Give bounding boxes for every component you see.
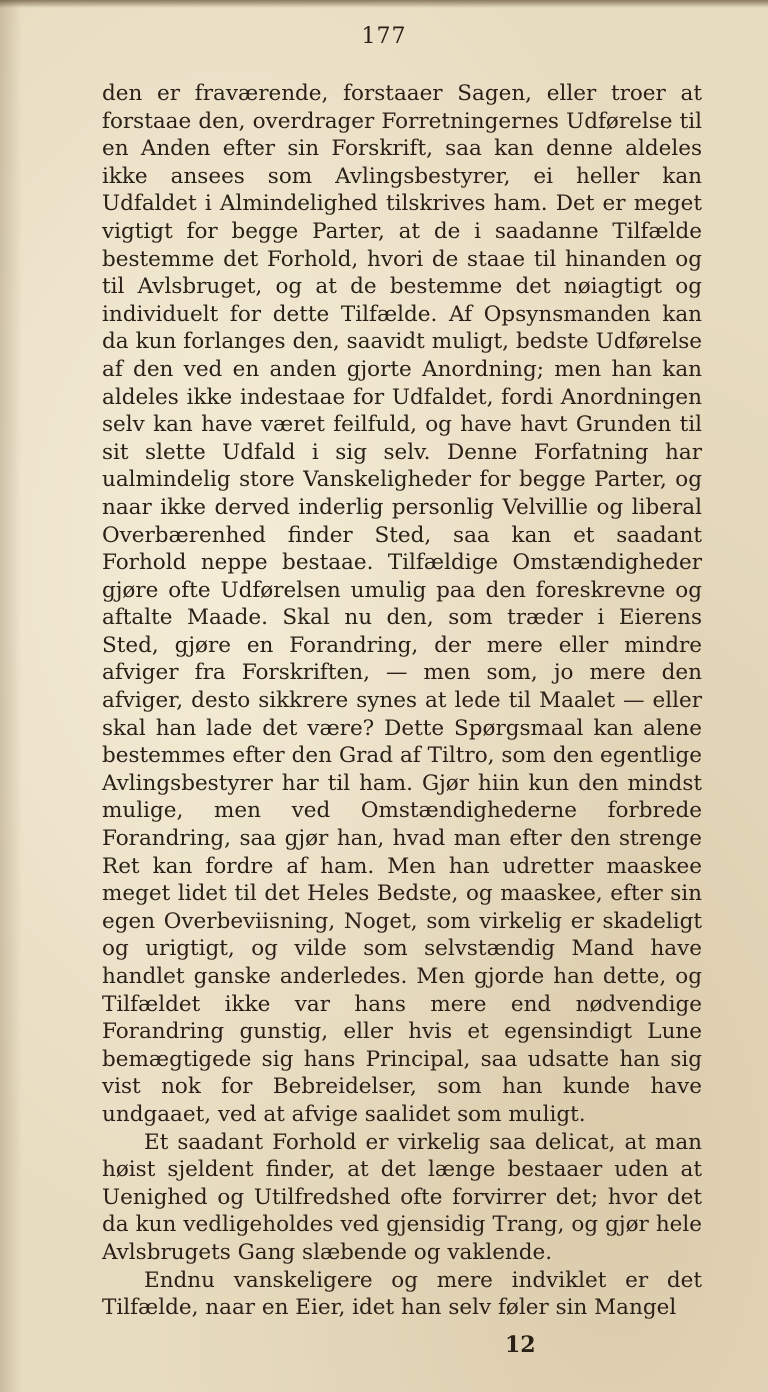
paragraph-continued: den er fraværende, forstaaer Sagen, eller troer at forstaae den, overdrager Forretningernes Udførelse til en Anden efter sin Forskrift, saa kan denne aldeles ikke ansees som Avlingsbestyrer, ei heller kan Udfaldet i Almindelighed tilskrives ham. Det er meget vigtigt for begge Parter, at de i saadanne Tilfælde bestemme det Forhold, hvori de staae til hinanden og til Avlsbruget, og at de bestemme det nøiagtigt og individuelt for dette Tilfælde. Af Opsynsmanden kan da kun forlanges den, saavidt muligt, bedste Udførelse af den ved en anden gjorte Anordning; men han kan aldeles ikke indestaae for Udfaldet, fordi Anordningen selv kan have været feilfuld, og have havt Grunden til sit slette Udfald i sig selv. Denne Forfatning har ualmindelig store Vanskeligheder for begge Parter, og naar ikke derved inderlig personlig Velvillie og liberal Overbærenhed finder Sted, saa kan et saadant Forhold neppe bestaae. Tilfældige Omstændigheder gjøre ofte Udførelsen umulig paa den foreskrevne og aftalte Maade. Skal nu den, som træder i Eierens Sted, gjøre en Forandring, der mere eller mindre afviger fra Forskriften, — men som, jo mere den afviger, desto sikkrere synes at lede til Maalet — eller skal han lade det være? Dette Spørgsmaal kan alene bestemmes efter den Grad af Tiltro, som den egentlige Avlingsbestyrer har til ham. Gjør hiin kun den mindst mulige, men ved Omstændighederne forbrede Forandring, saa gjør han, hvad man efter den strenge Ret kan fordre af ham. Men han udretter maaskee meget lidet til det Heles Bedste, og maaskee, efter sin egen Overbeviisning, Noget, som virkelig er skadeligt og urigtigt, og vilde som selvstændig Mand have handlet ganske anderledes. Men gjorde han dette, og Tilfældet ikke var hans mere end nødvendige Forandring gunstig, eller hvis et egensindigt Lune bemægtigede sig hans Principal, saa udsatte han sig vist nok for Bebreidelser, som han kunde have undgaaet, ved at afvige saalidet som muligt.	[102, 81, 702, 1127]
body-text	[102, 80, 702, 1322]
paragraph-delicate-relation: Et saadant Forhold er virkelig saa delicat, at man høist sjeldent finder, at det længe bestaaer uden at Uenighed og Utilfredshed ofte forvirrer det; hvor det da kun vedligeholdes ved gjensidig Trang, og gjør hele Avlsbrugets Gang slæbende og vaklende.	[102, 1129, 702, 1265]
signature-mark: 12	[505, 1332, 536, 1358]
page-number: 177	[361, 24, 407, 49]
page-top-edge	[0, 0, 768, 8]
paragraph-more-complicated: Endnu vanskeligere og mere indviklet er det Tilfælde, naar en Eier, idet han selv føler sin Mangel	[102, 1267, 702, 1321]
gutter-shadow	[0, 0, 22, 1392]
